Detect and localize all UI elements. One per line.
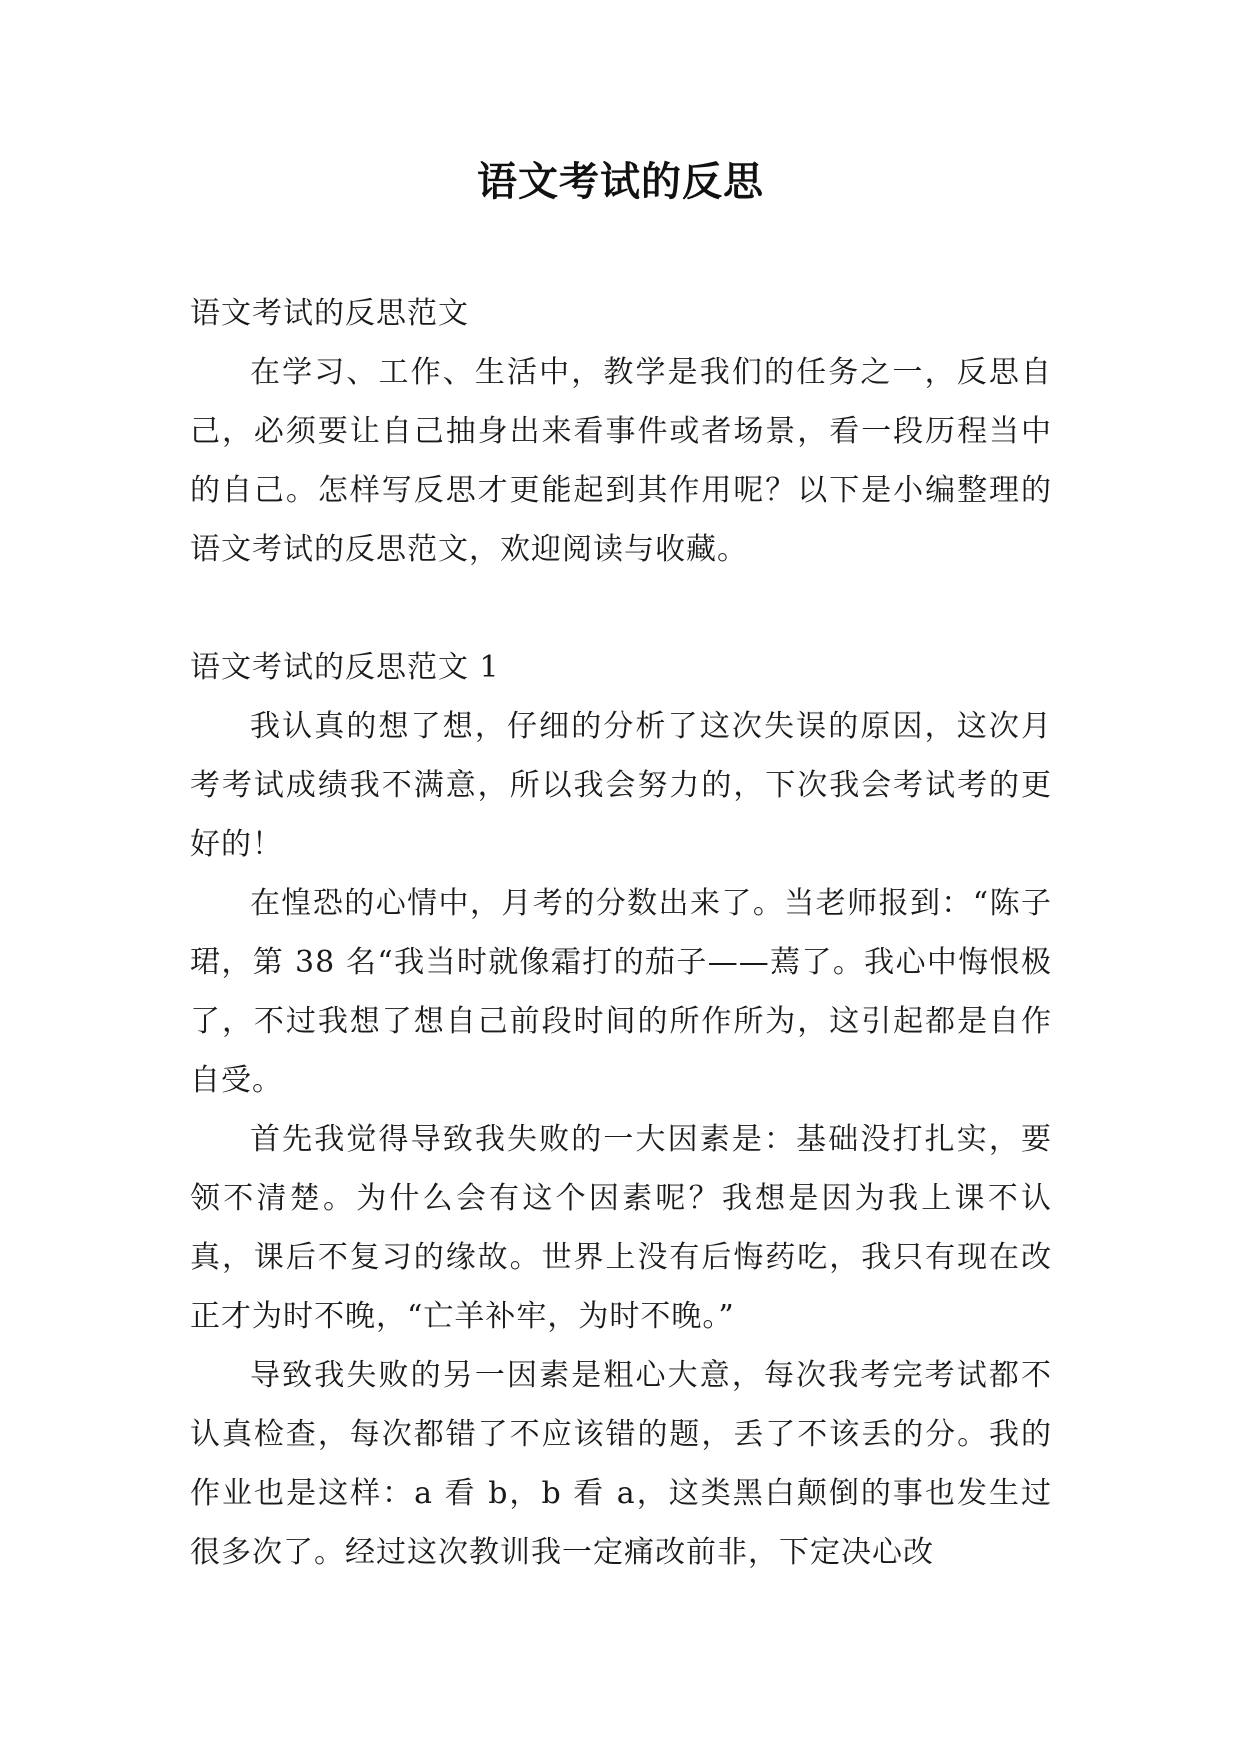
- document-title: 语文考试的反思: [477, 159, 764, 205]
- intro-paragraph: 在学习、工作、生活中，教学是我们的任务之一，反思自己，必须要让自己抽身出来看事件或者场景，看一段历程当中的自己。怎样写反思才更能起到其作用呢？以下是小编整理的语文考试的反思范文，欢迎阅读与收藏。: [190, 355, 1052, 567]
- body-paragraph: 导致我失败的另一因素是粗心大意，每次我考完考试都不认真检查，每次都错了不应该错的题，丢了不该丢的分。我的作业也是这样：a 看 b，b 看 a，这类黑白颠倒的事也发生过很多次了。经过这次教训我一定痛改前非，下定决心改: [190, 1358, 1052, 1570]
- section-heading: 语文考试的反思范文 1: [190, 650, 500, 685]
- section-spacer: [190, 579, 1052, 638]
- body-paragraph: 首先我觉得导致我失败的一大因素是：基础没打扎实，要领不清楚。为什么会有这个因素呢？我想是因为我上课不认真，课后不复习的缘故。世界上没有后悔药吃，我只有现在改正才为时不晚，“亡羊补牢，为时不晚。”: [190, 1122, 1052, 1334]
- body-paragraph: 在惶恐的心情中，月考的分数出来了。当老师报到：“陈子珺，第 38 名“我当时就像霜打的茄子——蔫了。我心中悔恨极了，不过我想了想自己前段时间的所作所为，这引起都是自作自受。: [190, 886, 1052, 1098]
- intro-heading: 语文考试的反思范文: [190, 296, 469, 331]
- body-paragraph: 我认真的想了想，仔细的分析了这次失误的原因，这次月考考试成绩我不满意，所以我会努力的，下次我会考试考的更好的！: [190, 709, 1052, 862]
- document-body: [190, 284, 1052, 1582]
